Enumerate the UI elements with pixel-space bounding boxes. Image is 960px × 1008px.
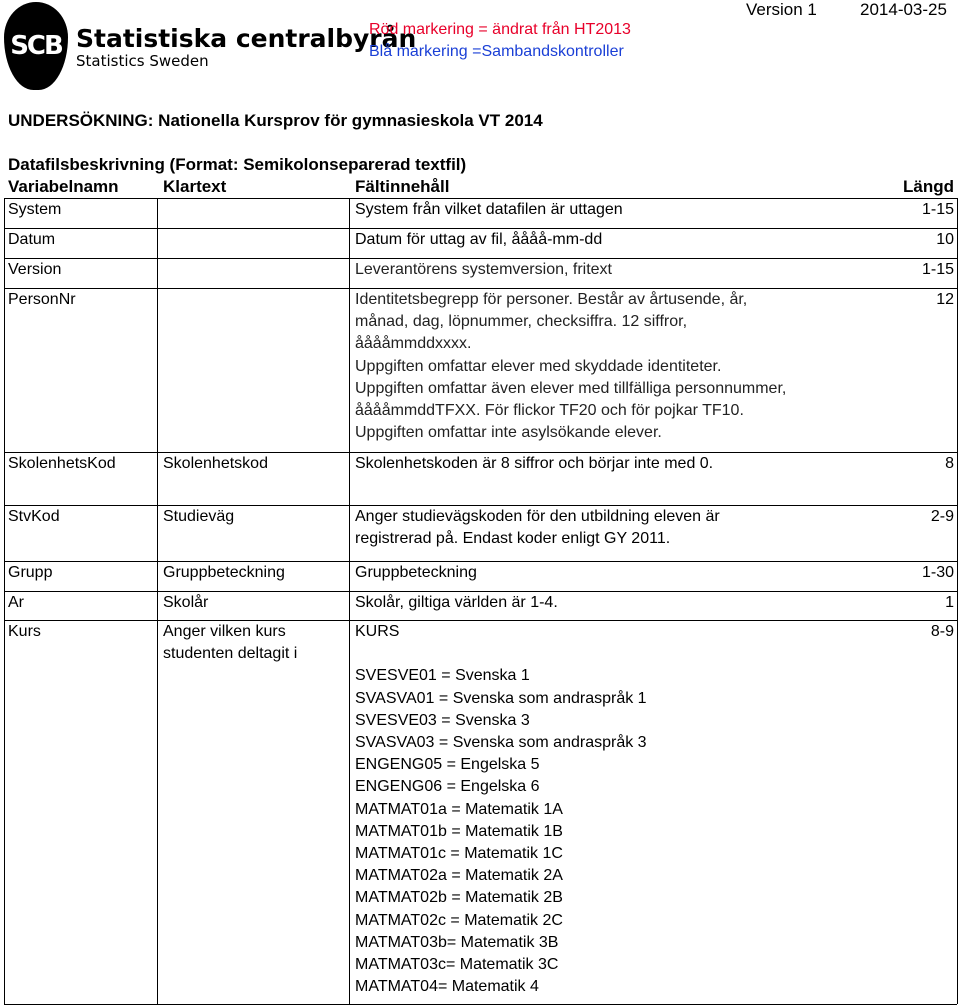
table-column-rule (349, 198, 350, 1004)
content-line: ååååmmddxxxx. (355, 335, 472, 353)
content-line: KURS (355, 623, 400, 640)
column-header-content: Fältinnehåll (355, 177, 450, 196)
org-name: Statistiska centralbyrån (76, 24, 417, 53)
cleartext-cell: Gruppbeteckning (163, 564, 285, 581)
content-line: SVASVA03 = Svenska som andraspråk 3 (355, 734, 647, 751)
variable-name-cell: PersonNr (8, 291, 76, 308)
content-line: ENGENG06 = Engelska 6 (355, 778, 540, 796)
column-header-length: Längd (903, 177, 954, 196)
content-line: MATMAT02c = Matematik 2C (355, 911, 563, 929)
document-date: 2014-03-25 (860, 0, 947, 19)
content-line: Uppgiften omfattar inte asylsökande elever. (355, 424, 662, 442)
length-cell: 10 (936, 231, 954, 248)
length-cell: 8-9 (930, 623, 954, 640)
length-cell: 1-15 (921, 261, 954, 278)
length-cell: 2-9 (930, 508, 954, 525)
legend-red-marking: Röd markering = ändrat från HT2013 (369, 21, 631, 38)
content-line: Uppgiften omfattar även elever med tillfälliga personnummer, (355, 379, 787, 397)
content-line: registrerad på. Endast koder enligt GY 2011. (355, 530, 671, 548)
variable-name-cell: Grupp (8, 564, 53, 581)
content-line: MATMAT03b= Matematik 3B (355, 933, 559, 951)
content-line: ååååmmddTFXX. För flickor TF20 och för pojkar TF10. (355, 402, 744, 419)
content-line: ENGENG05 = Engelska 5 (355, 756, 540, 774)
variable-name-cell: Ar (8, 594, 24, 611)
content-line: MATMAT03c= Matematik 3C (355, 956, 559, 973)
content-line: Skolår, giltiga världen är 1-4. (355, 594, 558, 611)
content-line: SVESVE01 = Svenska 1 (355, 667, 530, 685)
content-line: MATMAT01a = Matematik 1A (355, 800, 563, 818)
content-line: MATMAT04= Matematik 4 (355, 978, 539, 996)
version-label: Version 1 (746, 0, 817, 19)
content-line: MATMAT02b = Matematik 2B (355, 889, 563, 907)
survey-title: UNDERSÖKNING: Nationella Kursprov för gymnasieskola VT 2014 (8, 111, 543, 130)
content-line: SVASVA01 = Svenska som andraspråk 1 (355, 689, 647, 707)
content-line: SVESVE03 = Svenska 3 (355, 711, 530, 729)
variable-name-cell: Kurs (8, 623, 41, 640)
file-description-heading: Datafilsbeskrivning (Format: Semikolonseparerad textfil) (8, 155, 467, 174)
scb-logo (4, 2, 417, 92)
content-line: Identitetsbegrepp för personer. Består av årtusende, år, (355, 291, 748, 308)
content-line: MATMAT01b = Matematik 1B (355, 822, 563, 840)
table-rule (4, 1004, 957, 1005)
table-column-rule (957, 198, 958, 1004)
variable-name-cell: Version (8, 261, 62, 278)
org-name-en: Statistics Sweden (76, 52, 209, 70)
cleartext-cell: Anger vilken kurs studenten deltagit i (163, 623, 298, 662)
table-column-rule (4, 198, 5, 1004)
length-cell: 12 (936, 291, 954, 308)
content-line: Gruppbeteckning (355, 564, 477, 581)
scb-logo-mark: SCB (4, 2, 68, 90)
legend-blue-marking: Blå markering =Sambandskontroller (369, 43, 624, 60)
length-cell: 8 (945, 455, 954, 472)
content-line: Uppgiften omfattar elever med skyddade identiteter. (355, 357, 722, 375)
cleartext-cell: Skolenhetskod (163, 455, 268, 472)
variable-name-cell: StvKod (8, 508, 60, 525)
cleartext-cell: Studieväg (163, 508, 235, 525)
table-column-rule (157, 198, 158, 1004)
length-cell: 1 (945, 594, 954, 611)
column-header-cleartext: Klartext (163, 177, 227, 196)
content-line: Datum för uttag av fil, åååå-mm-dd (355, 231, 603, 248)
variable-name-cell: SkolenhetsKod (8, 455, 116, 472)
variable-name-cell: Datum (8, 231, 56, 248)
table-rule (4, 561, 957, 562)
content-line: MATMAT02a = Matematik 2A (355, 867, 563, 885)
length-cell: 1-30 (921, 564, 954, 581)
table-rule (4, 620, 957, 621)
length-cell: 1-15 (921, 201, 954, 218)
content-line: MATMAT01c = Matematik 1C (355, 845, 563, 862)
content-line: Anger studievägskoden för den utbildning eleven är (355, 508, 720, 525)
content-line: System från vilket datafilen är uttagen (355, 201, 623, 218)
content-line: Skolenhetskoden är 8 siffror och börjar inte med 0. (355, 455, 714, 472)
column-header-variable: Variabelnamn (8, 177, 119, 196)
content-line: månad, dag, löpnummer, checksiffra. 12 siffror, (355, 313, 688, 331)
cleartext-cell: Skolår (163, 594, 209, 611)
content-line: Leverantörens systemversion, fritext (355, 261, 612, 278)
variable-name-cell: System (8, 201, 62, 218)
